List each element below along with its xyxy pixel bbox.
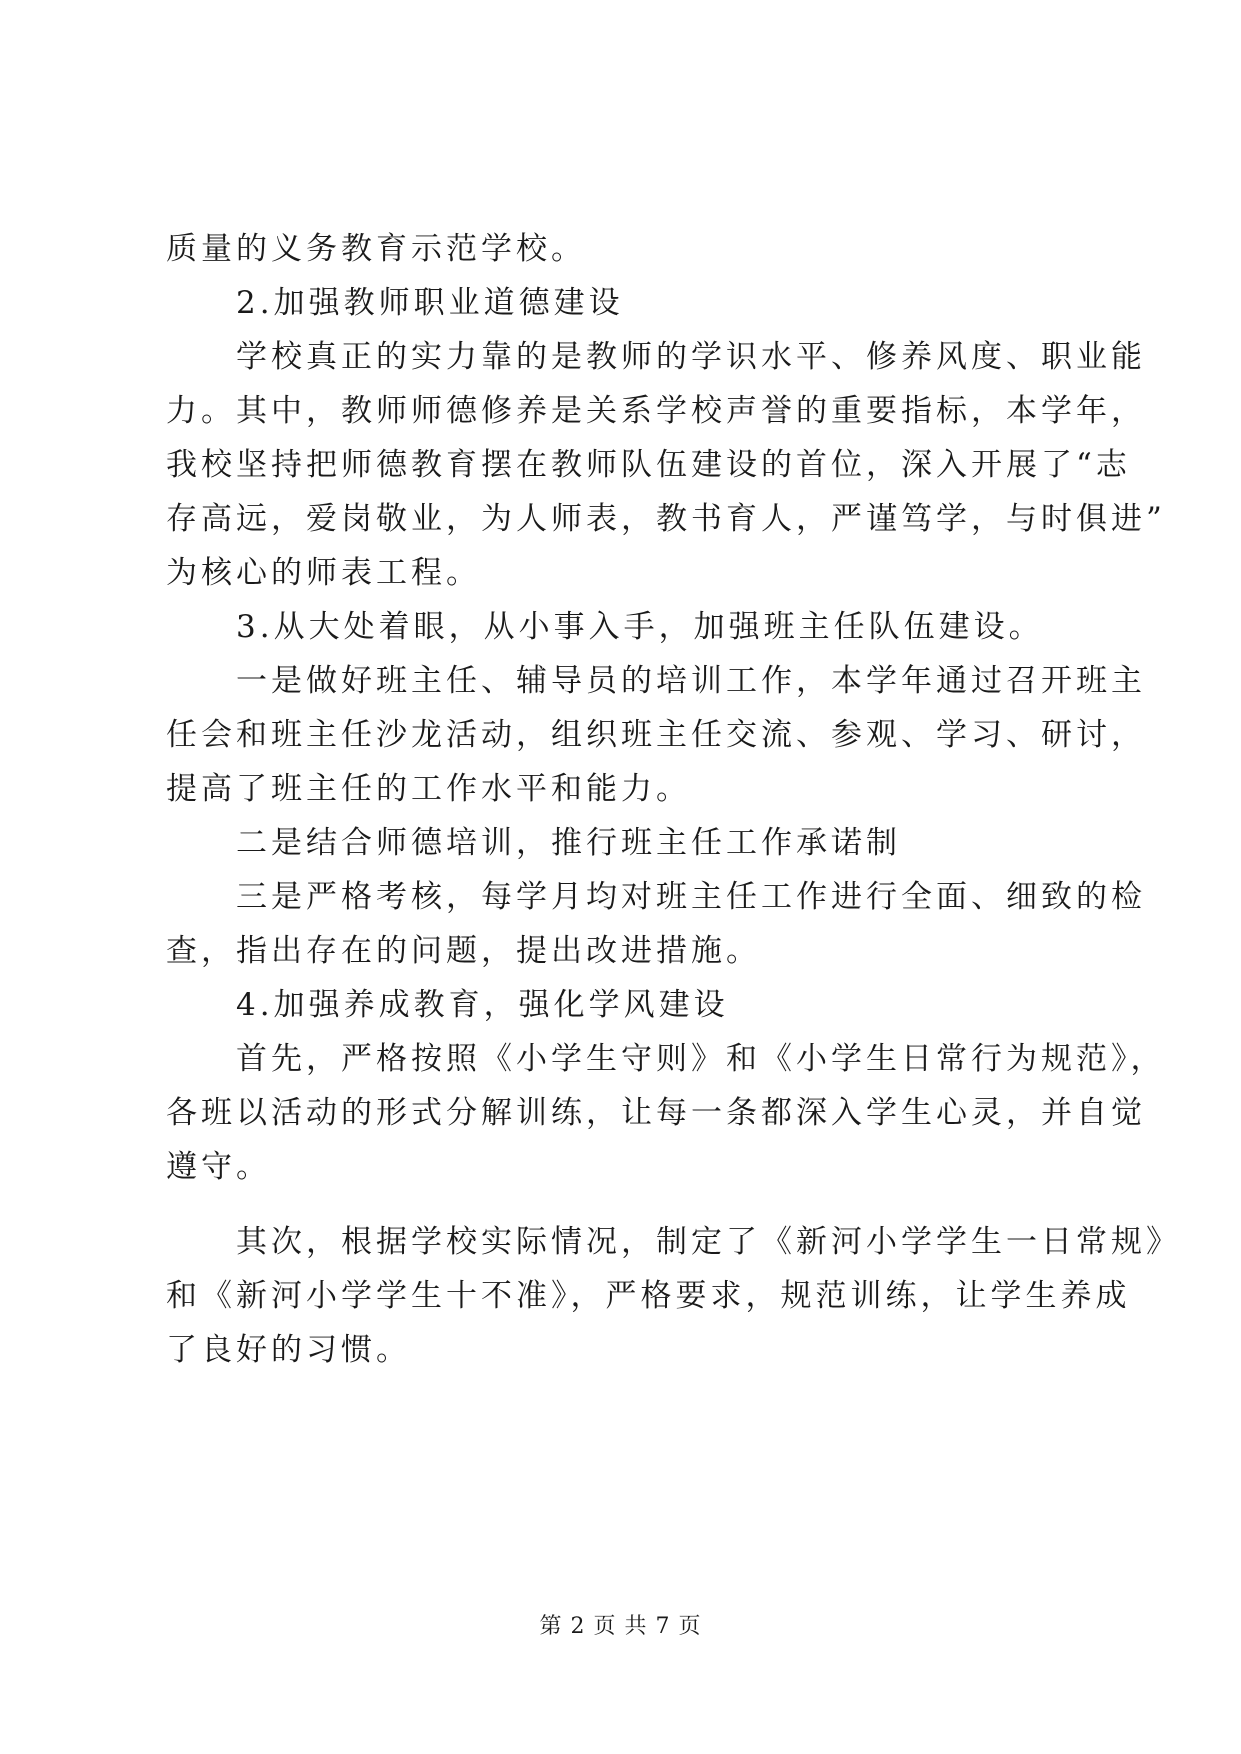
document-body — [166, 222, 1181, 1377]
text-line: 三是严格考核，每学月均对班主任工作进行全面、细致的检 — [166, 879, 1146, 915]
text-line: 任会和班主任沙龙活动，组织班主任交流、参观、学习、研讨， — [166, 717, 1146, 753]
text-line: 遵守。 — [166, 1149, 271, 1185]
text-line: 质量的义务教育示范学校。 — [166, 231, 586, 267]
text-line: 提高了班主任的工作水平和能力。 — [166, 771, 691, 807]
section-heading: 3.从大处着眼，从小事入手，加强班主任队伍建设。 — [166, 609, 1044, 645]
text-line: 首先，严格按照《小学生守则》和《小学生日常行为规范》， — [166, 1041, 1166, 1077]
paragraph-gap — [166, 1194, 1086, 1215]
text-line: 力。其中，教师师德修养是关系学校声誉的重要指标，本学年， — [166, 393, 1146, 429]
text-line: 二是结合师德培训，推行班主任工作承诺制 — [166, 825, 901, 861]
text-line: 各班以活动的形式分解训练，让每一条都深入学生心灵，并自觉 — [166, 1095, 1146, 1131]
text-line: 了良好的习惯。 — [166, 1332, 411, 1368]
text-line: 和《新河小学学生十不准》，严格要求，规范训练，让学生养成 — [166, 1278, 1131, 1314]
text-line: 存高远，爱岗敬业，为人师表，教书育人，严谨笃学，与时俱进” — [166, 501, 1166, 537]
text-line: 为核心的师表工程。 — [166, 555, 481, 591]
text-line: 一是做好班主任、辅导员的培训工作，本学年通过召开班主 — [166, 663, 1146, 699]
page-footer — [0, 1612, 1241, 1642]
section-heading: 4.加强养成教育，强化学风建设 — [166, 987, 729, 1023]
text-line: 查，指出存在的问题，提出改进措施。 — [166, 933, 761, 969]
text-line: 其次，根据学校实际情况，制定了《新河小学学生一日常规》 — [166, 1224, 1181, 1260]
page-number: 第 2 页 共 7 页 — [539, 1614, 702, 1639]
text-line: 我校坚持把师德教育摆在教师队伍建设的首位，深入开展了“志 — [166, 447, 1131, 483]
section-heading: 2.加强教师职业道德建设 — [166, 285, 624, 321]
text-line: 学校真正的实力靠的是教师的学识水平、修养风度、职业能 — [166, 339, 1146, 375]
